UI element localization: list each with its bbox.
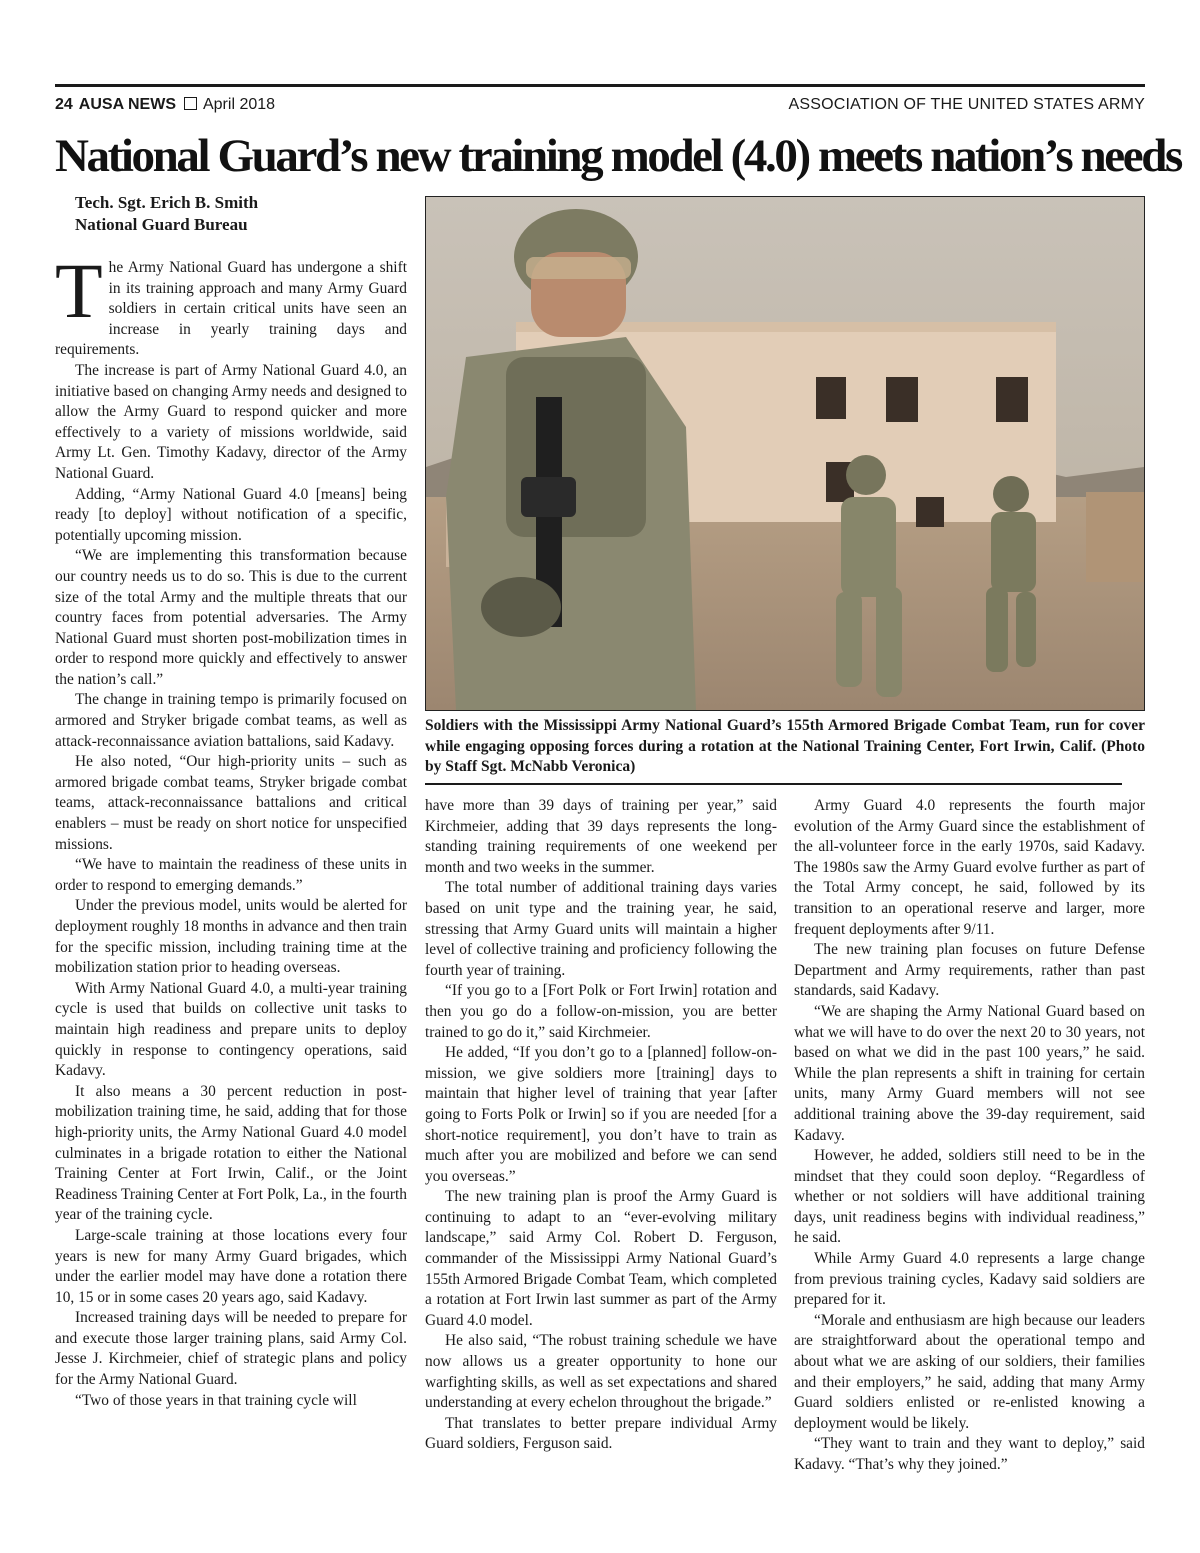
paragraph <box>55 855 407 896</box>
paragraph-text: “They want to train and they want to deploy,” said Kadavy. “That’s why they joined.” <box>794 1435 1145 1473</box>
author-name: Tech. Sgt. Erich B. Smith <box>75 193 259 212</box>
paragraph <box>425 1043 777 1187</box>
paragraph-text: “We are shaping the Army National Guard based on what we will have to do over the next 20 to 30 years, not based on what we did in the past 100 years,” he said. While the plan represents a shift in training for certain units, many Army Guard members will not see additional training above the 39-day requirement, said Kadavy. <box>794 1002 1145 1144</box>
paragraph <box>55 247 407 361</box>
drop-cap: T <box>55 247 103 334</box>
paragraph <box>425 796 777 878</box>
paragraph-text: He also noted, “Our high-priority units – such as armored brigade combat teams, Stryker brigade combat teams, attack-reconnaissance battalions and critical enablers – must be ready on short notice for unspecified missions. <box>55 753 407 853</box>
paragraph-text: Large-scale training at those locations every four years is new for many Army Guard brigades, which under the earlier model may have done a rotation there 10, 15 or in some cases 20 years ago, said Kadavy. <box>55 1226 407 1306</box>
paragraph-text: With Army National Guard 4.0, a multi-year training cycle is used that builds on collective unit tasks to maintain high readiness and prepare units to deploy quickly in response to contingency operations, said Kadavy. <box>55 979 407 1080</box>
paragraph-text: “Morale and enthusiasm are high because our leaders are straightforward about the operational tempo and about what we are asking of our soldiers, their families and their employers,” he said, adding that many Army Guard soldiers enlisted or re-enlisted knowing a deployment would be likely. <box>794 1311 1145 1432</box>
paragraph-text: While Army Guard 4.0 represents a large change from previous training cycles, Kadavy said soldiers are prepared for it. <box>794 1250 1145 1309</box>
paragraph <box>55 690 407 752</box>
paragraph <box>794 796 1145 940</box>
paragraph <box>794 1002 1145 1146</box>
paragraph-text: “If you go to a [Fort Polk or Fort Irwin] rotation and then you go do a follow-on-mission, you are better trained to go do it,” said Kirchmeier. <box>425 982 777 1041</box>
byline <box>75 192 258 236</box>
paragraph-text: “We have to maintain the readiness of these units in order to respond to emerging demands.” <box>55 856 407 894</box>
page-header-left <box>55 96 275 114</box>
paragraph-text: He added, “If you don’t go to a [planned] follow-on-mission, we give soldiers more [training] days to maintain that higher level of training that year [after going to Forts Polk or Irwin] so if you are needed [for a short-notice requirement], you don’t have to train as much after you are mobilized and before we can send you overseas.” <box>425 1044 777 1185</box>
paragraph-text: Army Guard 4.0 represents the fourth major evolution of the Army Guard since the establishment of the all-volunteer force in the early 1970s, said Kadavy. The 1980s saw the Army Guard evolve further as part of the Total Army concept, he said, followed by its transition to an operational reserve and larger, more frequent deployments after 9/11. <box>794 797 1145 938</box>
paragraph <box>794 1146 1145 1249</box>
box-icon <box>184 97 197 110</box>
article-column-3 <box>794 796 1145 1476</box>
paragraph-text: He also said, “The robust training schedule we have now allows us a greater opportunity to hone our warfighting skills, as well as set expectations and shared understanding at every echelon throughout the brigade.” <box>425 1332 777 1412</box>
paragraph-text: The new training plan focuses on future Defense Department and Army requirements, rather than past standards, said Kadavy. <box>794 941 1145 1000</box>
paragraph <box>55 979 407 1082</box>
paragraph <box>425 878 777 981</box>
page-number: 24 <box>55 96 73 113</box>
soldiers-photo-illustration <box>426 197 1144 710</box>
header-rule <box>55 84 1145 87</box>
paragraph-text: Increased training days will be needed to prepare for and execute those larger training plans, said Army Col. Jesse J. Kirchmeier, chief of strategic plans and policy for the Army National Guard. <box>55 1309 407 1389</box>
caption-rule <box>425 783 1122 785</box>
paragraph-text: That translates to better prepare individual Army Guard soldiers, Ferguson said. <box>425 1414 777 1453</box>
paragraph <box>55 1226 407 1308</box>
paragraph <box>794 940 1145 1002</box>
article-column-2 <box>425 796 777 1455</box>
paragraph <box>794 1249 1145 1311</box>
article-column-1 <box>55 247 407 1411</box>
publication-name: AUSA NEWS <box>78 96 176 113</box>
paragraph <box>55 361 407 485</box>
photo-caption: Soldiers with the Mississippi Army National Guard’s 155th Armored Brigade Combat Team, run for cover while engaging opposing forces during a rotation at the National Training Center, Fort Irwin, Calif. (Photo by Staff Sgt. McNabb Veronica) <box>425 717 1145 775</box>
paragraph <box>794 1311 1145 1435</box>
paragraph-text: “We are implementing this transformation because our country needs us to do so. This is due to the current size of the total Army and the multiple threats that our country faces from potential adversaries. The Army National Guard must shorten post-mobilization times in order to respond more quickly and effectively to answer the nation’s call.” <box>55 547 407 688</box>
paragraph-text: It also means a 30 percent reduction in post-mobilization training time, he said, adding that for those high-priority units, the Army National Guard 4.0 model culminates in a brigade rotation to either the National Training Center at Fort Irwin, Calif., or the Joint Readiness Training Center at Fort Polk, La., in the fourth year of the training cycle. <box>55 1082 407 1224</box>
paragraph <box>425 981 777 1043</box>
paragraph <box>55 752 407 855</box>
paragraph-text: Under the previous model, units would be alerted for deployment roughly 18 months in advance and then train for the specific mission, including training time at the mobilization station prior to heading overseas. <box>55 897 407 977</box>
paragraph-text: The total number of additional training days varies based on unit type and the training year, he said, stressing that Army Guard units will maintain a higher level of collective training and proficiency following the fourth year of training. <box>425 879 777 979</box>
article-photo <box>425 196 1145 711</box>
paragraph-text: Adding, “Army National Guard 4.0 [means] being ready [to deploy] without notification of a specific, potentially upcoming mission. <box>55 485 407 544</box>
paragraph-text: have more than 39 days of training per year,” said Kirchmeier, adding that 39 days represents the long-standing training requirements of one weekend per month and two weeks in the summer. <box>425 797 777 876</box>
paragraph-text: However, he added, soldiers still need to be in the mindset that they could soon deploy. “Regardless of whether or not soldiers will have additional training days, unit readiness begins with individual readiness,” he said. <box>794 1147 1145 1247</box>
paragraph <box>55 485 407 547</box>
headline: National Guard’s new training model (4.0) meets nation’s needs <box>55 130 1181 182</box>
paragraph <box>425 1331 777 1413</box>
paragraph-text: The increase is part of Army National Guard 4.0, an initiative based on changing Army needs and designed to allow the Army Guard to respond quicker and more effectively to a variety of missions worldwide, said Army Lt. Gen. Timothy Kadavy, director of the Army National Guard. <box>55 361 407 482</box>
paragraph <box>55 546 407 690</box>
paragraph <box>55 1082 407 1226</box>
paragraph-text: The new training plan is proof the Army Guard is continuing to adapt to an “ever-evolving military landscape,” said Army Col. Robert D. Ferguson, commander of the Mississippi Army National Guard’s 155th Armored Brigade Combat Team, which completed a rotation at Fort Irwin last summer as part of the Army Guard 4.0 model. <box>425 1188 777 1329</box>
paragraph-text: The change in training tempo is primarily focused on armored and Stryker brigade combat teams, as well as attack-reconnaissance aviation battalions, said Kadavy. <box>55 691 407 750</box>
paragraph <box>55 1308 407 1390</box>
paragraph <box>425 1187 777 1331</box>
organization-name: ASSOCIATION OF THE UNITED STATES ARMY <box>788 96 1145 113</box>
author-affiliation: National Guard Bureau <box>75 215 248 234</box>
paragraph <box>794 1434 1145 1475</box>
paragraph-text: “Two of those years in that training cycle will <box>75 1391 357 1409</box>
paragraph <box>425 1414 777 1455</box>
issue-date: April 2018 <box>202 96 276 113</box>
paragraph <box>55 896 407 978</box>
paragraph-text: he Army National Guard has undergone a shift in its training approach and many Army Guard soldiers in certain critical units have seen an increase in yearly training days and requirements. <box>55 259 407 359</box>
page-header <box>55 96 1145 120</box>
paragraph <box>55 1391 407 1412</box>
